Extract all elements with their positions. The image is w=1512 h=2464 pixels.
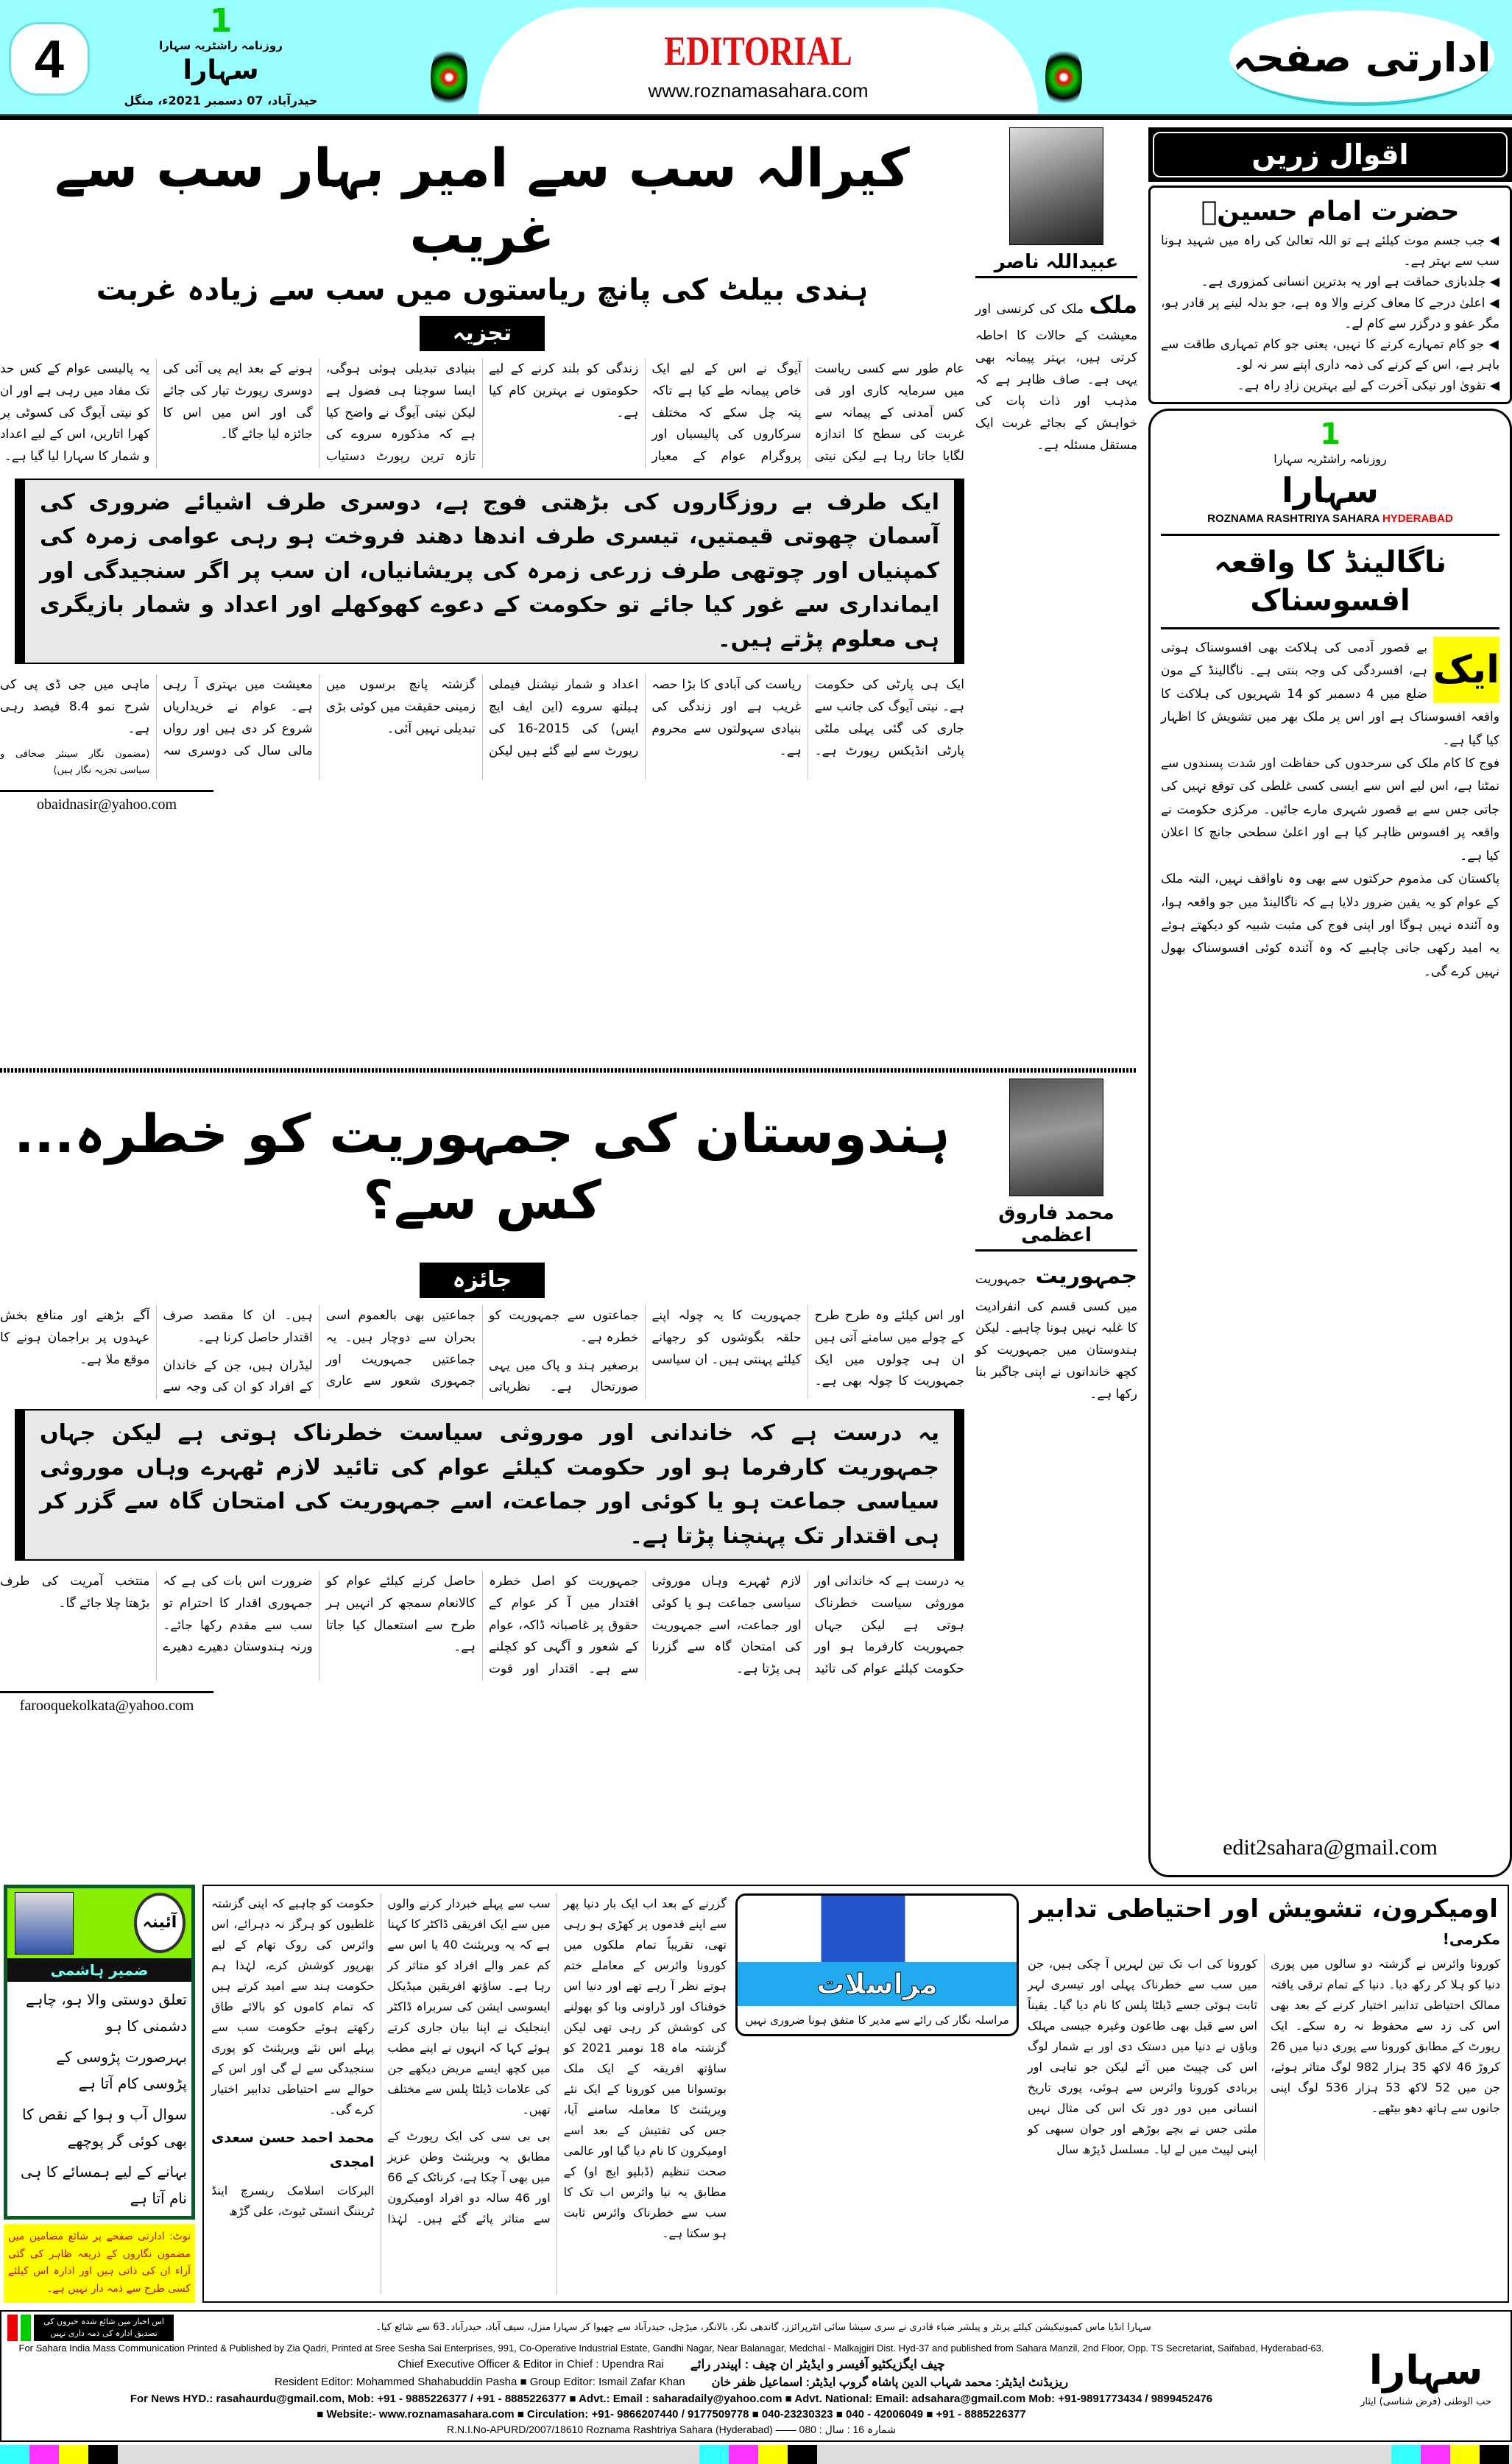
quotes-banner (1148, 127, 1512, 182)
aaina-column (4, 1885, 195, 2303)
article-footnote: (مضمون نگار سینئر صحافی و سیاسی تجزیہ نگار ہیں) (0, 748, 150, 777)
contacts-line-2[interactable]: ■ Website:- www.roznamasahara.com ■ Circulation: +91- 9866207440 / 9177509778 ■ 040-23230323 ■ 040 - 42006049 ■ +91 - 8885226377 (317, 2407, 1026, 2421)
imprint-line: For Sahara India Mass Communication Printed & Published by Zia Qadri, Printed at Sree Sesha Sai Enterprises, 991, Co-Operative Industrial Estate, Gandhi Nagar, Near Balanagar, Medchal - Malkajgiri Dist. Hyd-37 and published from Sahara Manzil, 2nd Floor, Opp. TS Secretariat, Saifabad, Hyderabad-63. (18, 2342, 1324, 2354)
article-paragraph: اعداد و شمار نیشنل فیملی ہیلتھ سروے (این ایف ایچ ایس) کی 2015-16 کی رپورٹ سے لیے گئے ہیں لیکن گزشتہ پانچ برسوں میں زمینی حقیقت میں کوئی بڑی تبدیلی نہیں آئی۔ (325, 677, 639, 758)
registration-color-swatch (758, 2445, 788, 2464)
page-title: ادارتی صفحہ (1229, 10, 1494, 106)
editorial-paragraph: بے قصور آدمی کی ہلاکت بھی افسوسناک ہوتی ہے، افسردگی کی وجہ بنتی ہے۔ ناگالینڈ کے مون ضلع میں 4 دسمبر کو 14 شہریوں کی ہلاکت کا واقعہ افسوسناک ہے اور اس پر ملک بھر میں تشویش کا اظہار کیا گیا ہے۔ (1161, 640, 1499, 748)
letters-section (202, 1885, 1509, 2303)
article-paragraph: معیشت میں بہتری آ رہی ہے۔ عوام نے خریداریاں شروع کر دی ہیں اور رواں مالی سال کی دوسری سہ ماہی میں جی ڈی پی کی شرح نمو 8.4 فیصد رہی ہے۔ (0, 677, 313, 758)
color-strip (21, 2315, 31, 2341)
logo-subtitle: روزنامہ راشٹریہ سہارا (159, 39, 283, 52)
rni-line: R.N.I.No-APURD/2007/18610 Roznama Rashtriya Sahara (Hyderabad) —— 080 : شمارہ 16 : سال (447, 2423, 896, 2435)
page-number: 4 (9, 22, 90, 96)
footer-imprint (0, 2310, 1512, 2442)
article1-subheadline: ہندی بیلٹ کی پانچ ریاستوں میں سب سے زیادہ غربت (96, 273, 869, 307)
website-link[interactable]: www.roznamasahara.com (648, 80, 869, 102)
article2-email[interactable]: farooquekolkata@yahoo.com (0, 1691, 213, 1715)
letter-salutation: مکرمی! (1442, 1930, 1500, 1949)
ceo-line: Chief Executive Officer & Editor in Chief : Upendra Rai (398, 2357, 664, 2371)
registration-color-swatch (1391, 2445, 1421, 2464)
editorial-masthead (1161, 418, 1499, 525)
aaina-title: آئینہ (134, 1893, 186, 1953)
header-rule (0, 114, 1512, 120)
editorial-paragraph: پاکستان کی مذموم حرکتوں سے بھی وہ ناواقف نہیں، البتہ ملک کے عوام کو یہ یقین ضرور دلایا ہے کہ ناگالینڈ میں جو واقعہ ہوا، وہ آئندہ نہیں ہوگا اور اپنی فوج کی مثبت شبیہ کو دیکھتے ہوئے یہ امید رکھی جانی چاہیے کہ وہ آئندہ کوئی افسوسناک بھول نہیں کرے گی۔ (1161, 872, 1499, 979)
quotes-source: حضرت امام حسینؓ (1201, 197, 1460, 227)
article2-body-top (0, 1305, 964, 1399)
letter-paragraph: بی بی سی کی ایک رپورٹ کے مطابق یہ ویریئنٹ وطن عزیز میں بھی آ چکا ہے، کرناٹک کے 66 اور 46 سالہ دو افراد اومیکرون سے متاثر پائے گئے ہیں۔ لہٰذا حکومت کو چاہیے کہ اپنی گزشتہ غلطیوں کو ہرگز نہ دہرائے، اس وائرس کی روک تھام کے لیے بھرپور کوشش کرے، لہٰذا ہم حکومت ہند سے امید کرتے ہیں کہ تمام کاموں کو بالائے طاق رکھتے ہوئے حکومت سب سے پہلے اس نئے ویریئنٹ کو پوری سنجیدگی سے لے گی اور اس کے حوالے سے احتیاطی تدابیر اختیار کرے گی۔ (211, 1896, 551, 2225)
article2-pull-quote: یہ درست ہے کہ خاندانی اور موروثی سیاست خطرناک ہوتی ہے لیکن جہاں جمہوریت کارفرما ہو اور حکومت کیلئے عوام کی تائید لازم ٹھہرے وہاں موروثی سیاسی جماعت ہو یا کوئی اور جماعت، اسے جمہوریت کی امتحان گاہ سے گزر کر ہی اقتدار تک پہنچنا پڑتا ہے۔ (15, 1409, 964, 1561)
poem (7, 1982, 191, 2216)
article-paragraph: ایک ہی پارٹی کی حکومت ہے۔ نیتی آیوگ کی جانب سے جاری کی گئی پہلی ملٹی پارٹی انڈیکس رپورٹ ہے۔ ریاست کی آبادی کا بڑا حصہ غریب ہے اور زندگی کی بنیادی سہولتوں سے محروم ہے۔ (651, 677, 964, 758)
author-photo (1009, 127, 1103, 245)
article2-author: محمد فاروق اعظمی (975, 1202, 1137, 1252)
main-content (0, 120, 1512, 1877)
letters-right (1028, 1893, 1500, 2294)
letter-paragraph: سب سے پہلے خبردار کرنے والوں میں سے ایک افریقی ڈاکٹر کا کہنا ہے کہ یہ ویریئنٹ 40 یا اس سے کم عمر والے افراد کو متاثر کر رہا ہے۔ ساؤتھ افریقین میڈیکل ایسوسی ایشن کی سربراہ ڈاکٹر اینجلیک نے اپنا بیان جاری کرتے ہوئے کہا کہ انہوں نے اپنے مطب میں کچھ ایسے مریض دیکھے جن کی علامات ڈیلٹا پلس سے مختلف تھیں۔ (387, 1896, 551, 2117)
sunburst-icon (1045, 44, 1082, 110)
registration-color-swatch (1421, 2445, 1450, 2464)
paper-logo (110, 4, 331, 88)
quotes-title: اقوال زریں (1153, 132, 1508, 177)
article-paragraph: یہ پالیسی عوام کے کس حد تک مفاد میں رہی ہے اور ان کو نیتی آیوگ کی کسوٹی پر کھرا اتاریں، اس کے لیے اعداد و شمار کا سہارا لیا گیا ہے۔ (0, 361, 150, 464)
editorial-paragraph: فوج کا کام ملک کی سرحدوں کی حفاظت اور شدت پسندوں سے نمٹنا ہے، اس لیے اس سے ایسی کسی غلطی کی توقع نہیں کی جاتی جس سے بے قصور شہری مارے جائیں۔ مرکزی حکومت نے واقعہ پر افسوس ظاہر کیا ہے اور اعلیٰ سطحی جانچ کا اعلان کیا ہے۔ (1161, 755, 1499, 864)
article-paragraph: جمہوریت کو اصل خطرہ اقتدار میں آ کر عوام کے حقوق پر غاصبانہ ڈاکہ، عوام کے شعور و آگہی کو کچلنے سے ہے۔ اقتدار اور قوت حاصل کرنے کیلئے عوام کو کالانعام سمجھ کر انہیں ہر طرح سے استعمال کیا جاتا ہے۔ (325, 1574, 639, 1676)
disclaimer-note: نوٹ: ادارتی صفحے پر شائع مضامین میں مضمون نگاروں کے ذریعہ ظاہر کی گئی آراء ان کی ذاتی ہیں اور ادارہ اس کیلئے کسی طرح سے ذمہ دار نہیں ہے۔ (4, 2224, 195, 2303)
murasalat-banner (735, 1893, 1019, 2036)
letter-signature: محمد احمد حسن سعدی امجدی (211, 2129, 375, 2171)
editorial-email[interactable]: edit2sahara@gmail.com (1223, 1835, 1438, 1860)
article-paragraph: بنیادی تبدیلی ہوئی ہوگی، ایسا سوچنا ہی فضول ہے لیکن نیتی آیوگ نے واضح کیا ہے کہ مذکورہ سروے کی تازہ ترین رپورٹ دستیاب ہونے کے بعد ایم پی آئی کی دوسری رپورٹ تیار کی جائے گی اور اس میں اس کا جائزہ لیا جائے گا۔ (163, 361, 476, 464)
article1-body-bottom (0, 674, 964, 780)
quote-item: ◀ اعلیٰ درجے کا معاف کرنے والا وہ ہے، جو بدلہ لینے پر قادر ہو، مگر عفو و درگزر سے کام لے۔ (1161, 295, 1499, 331)
registration-color-swatch (59, 2445, 88, 2464)
poem-line: بہانے کے لیے ہمسائے کا ہی نام آتا ہے (20, 2162, 187, 2207)
sunburst-icon (431, 44, 467, 110)
articles-column (0, 127, 1137, 1877)
letters-body-left (211, 1893, 727, 2294)
letters-body-right (1028, 1954, 1500, 2160)
footer-logo: سہارا (1368, 2346, 1483, 2393)
quote-item: ◀ جب جسم موت کیلئے ہے تو اللہ تعالیٰ کی راہ میں شہید ہونا سب سے بہتر ہے۔ (1161, 233, 1499, 269)
murasalat-title: مراسلات (738, 1962, 1017, 2006)
logo-one-icon: 1 (209, 2, 233, 40)
article1-author: عبیداللہ ناصر (975, 251, 1137, 278)
poem-line: سوال آب و ہوا کے نقص کا بھی کوئی گر پوچھے (21, 2105, 187, 2150)
registration-color-swatch (1450, 2445, 1480, 2464)
article-paragraph: برصغیر ہند و پاک میں یہی صورتحال ہے۔ نظریاتی جماعتیں بھی بالعموم اسی بحران سے دوچار ہیں۔ یہ جماعتیں جمہوریت اور جمہوری شعور سے عاری ہیں۔ ان کا مقصد صرف اقتدار حاصل کرنا ہے۔ (163, 1308, 639, 1395)
author-photo (1009, 1079, 1103, 1196)
article2-body-bottom (0, 1571, 964, 1681)
registration-color-swatch (29, 2445, 59, 2464)
logo-word: سہارا (183, 55, 259, 85)
footer-logo-caption: حب الوطنی (فرض شناسی) ایثار (1360, 2396, 1491, 2408)
letters-headline: اومیکرون، تشویش اور احتیاطی تدابیر (1030, 1893, 1498, 1924)
color-strip (7, 2315, 18, 2341)
logo-one-icon: 1 (1320, 417, 1340, 451)
registration-color-swatch (729, 2445, 758, 2464)
article-paragraph: یہ درست ہے کہ خاندانی اور موروثی سیاست خطرناک ہوتی ہے لیکن جہاں جمہوریت کارفرما ہو اور حکومت کیلئے عوام کی تائید لازم ٹھہرے وہاں موروثی سیاسی جماعت ہو یا کوئی اور جماعت، اسے جمہوریت کی امتحان گاہ سے گزرنا ہی پڑتا ہے۔ (651, 1574, 964, 1676)
registration-color-swatch (788, 2445, 817, 2464)
article-paragraph: ملک کی کرنسی اور معیشت کے حالات کا احاطہ کرتی ہیں، بہتر پیمانہ بھی یہی ہے۔ صاف ظاہر ہے کہ مذہب اور ذات پات کی خواہش کے بجائے غربت ایک مستقل مسئلہ ہے۔ (975, 302, 1137, 453)
footer-label-group (7, 2315, 174, 2341)
editorial-body (1161, 637, 1499, 1824)
right-column (1148, 127, 1512, 1877)
poem-line: بہرصورت پڑوسی کے پڑوسی کام آتا ہے (56, 2047, 187, 2092)
quotes-list (1161, 230, 1499, 395)
quotes-box (1148, 186, 1512, 404)
bottom-section (0, 1885, 1512, 2303)
section-divider (0, 1068, 1137, 1073)
article2 (0, 1079, 1137, 1851)
article2-headline: ہندوستان کی جمہوریت کو خطرہ... کس سے؟ (14, 1103, 950, 1231)
registration-color-swatch (699, 2445, 729, 2464)
poet-name: ضمیر ہاشمی (7, 1958, 191, 1982)
footer-main (1, 2312, 1341, 2440)
editorial-headline: ناگالینڈ کا واقعہ افسوسناک (1161, 534, 1499, 629)
article1-pull-quote: ایک طرف بے روزگاروں کی بڑھتی فوج ہے، دوسری طرف اشیائے ضروری کی آسمان چھوتی قیمتیں، تیسری طرف اندھا دھند فروخت ہو رہی عوامی زمرہ کی کمپنیاں اور چوتھی طرف زرعی زمرہ کی پریشانیاں، ان سب پر اگر سنجیدگی اور ایمانداری سے غور کیا جائے تو حکومت کے دعوے کھوکھلے اور اعداد و شمار بازیگری ہی معلوم پڑتے ہیں۔ (15, 479, 964, 665)
article1-side (975, 127, 1137, 1062)
article2-tag: جائزہ (420, 1263, 545, 1298)
masthead-city: HYDERABAD (1382, 512, 1453, 525)
registration-color-swatch (88, 2445, 118, 2464)
masthead-word: سہارا (1282, 470, 1379, 510)
letter-paragraph: کورونا وائرس نے گزشتہ دو سالوں میں پوری دنیا کو ہلا کر رکھ دیا۔ دنیا کے تمام ترقی یافتہ ممالک احتیاطی تدابیر اختیار کرنے کے بعد بھی اس کی زد سے محفوظ نہ رہ سکے۔ ایک رپورٹ کے مطابق کورونا سے پوری دنیا میں 26 کروڑ 46 لاکھ 35 ہزار 982 لوگ متاثر ہوئے، جن میں 52 لاکھ 53 ہزار 536 لوگ اپنی جانوں سے ہاتھ دھو بیٹھے۔ (1271, 1957, 1501, 2116)
article2-side (975, 1079, 1137, 1851)
registration-color-swatch (0, 2445, 29, 2464)
editors-line-urdu: ریزیڈنٹ ایڈیٹر: محمد شہاب الدین پاشاہ گروپ ایڈیٹر: اسماعیل ظفر خان (711, 2376, 1069, 2389)
footer-top-row (7, 2315, 1335, 2341)
quote-item: ◀ جلدبازی حماقت ہے اور یہ بدترین انسانی کمزوری ہے۔ (1201, 275, 1499, 290)
lead-word: جمہوریت (1035, 1263, 1137, 1289)
ceo-row (7, 2355, 1335, 2373)
section-title: EDITORIAL (664, 29, 852, 74)
article1-lead-column (975, 284, 1137, 457)
ceo-line-urdu: چیف ایگزیکٹیو آفیسر و ایڈیٹر ان چیف : اپیندر رائے (690, 2357, 945, 2371)
article-paragraph: اور اس کیلئے وہ طرح طرح کے چولے میں سامنے آتی ہیں ان ہی چولوں میں ایک جمہوریت کا چولہ بھی ہے۔ جمہوریت کا یہ چولہ اپنے حلقہ بگوشوں کو رجھانے کیلئے پہنتی ہیں۔ ان سیاسی جماعتوں سے جمہوریت کو خطرہ ہے۔ (489, 1308, 964, 1389)
poet-photo (15, 1892, 74, 1955)
article2-lead-column (975, 1257, 1137, 1405)
article-paragraph: لیڈران ہیں، جن کے خاندان کے افراد کو ان کی وجہ سے آگے بڑھنے اور منافع بخش عہدوں پر براجمان ہونے کا موقع ملا ہے۔ (0, 1308, 313, 1395)
article2-main (0, 1079, 964, 1851)
article1-headline: کیرالہ سب سے امیر بہار سب سے غریب (54, 137, 910, 265)
article1-tag: تجزیہ (420, 316, 545, 351)
masthead-en: ROZNAMA RASHTRIYA SAHARA (1207, 512, 1379, 525)
dateline: حیدرآباد، 07 دسمبر 2021ء، منگل (124, 93, 318, 107)
editors-row (7, 2373, 1335, 2391)
aaina-header (7, 1888, 191, 1958)
contacts-line: For News HYD.: rasahaurdu@gmail.com, Mob: +91 - 9885226377 / +91 - 8885226377 ■ Advt.: Email : saharadaily@yahoo.com ■ Advt. National: Email: adsahara@gmail.com Mob: +91-9891773434 / 9899452476 (130, 2392, 1213, 2405)
murasalat-disclaimer: مراسلہ نگار کی رائے سے مدیر کا متفق ہونا ضروری نہیں (745, 2013, 1009, 2027)
article-paragraph: عام طور سے کسی ریاست میں سرمایہ کاری اور فی کس آمدنی کے پیمانہ سے غربت کی سطح کا اندازہ لگایا جاتا رہا ہے لیکن نیتی آیوگ نے اس کے لیے ایک خاص پیمانہ طے کیا ہے تاکہ پتہ چل سکے کہ مختلف سرکاروں کی پالیسیاں اور پروگرام عوام کے معیار زندگی کو بلند کرنے کے لیے حکومتوں نے بہترین کام کیا ہے۔ (489, 361, 964, 464)
letter-paragraph: گزرنے کے بعد اب ایک بار دنیا پھر سے اپنے قدموں پر کھڑی ہو رہی تھی، تقریباً تمام ملکوں میں کورونا وائرس کے معاملے ختم ہوتے نظر آ رہے تھے اور دنیا اس خوفناک اور ڈراونی وبا کو بھولنے کی کوشش کر رہی تھی لیکن گزشتہ ماہ 18 نومبر 2021 کو ساؤتھ افریقہ کے ایک ملک بوتسوانا میں کورونا کے ایک نئے ویریئنٹ کا معاملہ سامنے آیا، جس کی تفتیش کے بعد اسے اومیکرون کا نام دیا گیا اور عالمی صحت تنظیم (ڈبلیو ایچ او) کے مطابق یہ نیا وائرس اب تک کا سب سے خطرناک وائرس ثابت ہو سکتا ہے۔ (563, 1896, 727, 2240)
article1-main (0, 127, 964, 1062)
letter-paragraph: کورونا کی اب تک تین لہریں آ چکی ہیں، جن میں سب سے خطرناک پہلی اور تیسری لہر ثابت ہوئی جسے ڈیلٹا پلس کا نام دیا گیا۔ یقیناً اس سے قبل بھی طاعون وغیرہ جیسی مہلک وباؤں نے دنیا میں دستک دی اور بے شمار لوگ اس کی چپیٹ میں آئے لیکن جو تباہی اور بربادی کورونا وائرس سے ہوئی، پوری تاریخ انسانی میں دور دور تک اس کی مثال نہیں ملتی جس نے بچے بوڑھے اور جوان سبھی کو اپنی لپیٹ میں لے لیا۔ مسلسل ڈیڑھ سال (1028, 1957, 1257, 2157)
masthead-subtitle: روزنامہ راشٹریہ سہارا (1273, 451, 1387, 466)
quote-item: ◀ تقویٰ اور نیکی آخرت کے لیے بہترین زادِ راہ ہے۔ (1237, 378, 1499, 393)
footer-logo-block (1341, 2312, 1511, 2440)
poem-line: تعلق دوستی والا ہو، چاہے دشمنی کا ہو (26, 1990, 187, 2035)
masthead-header (0, 0, 1512, 114)
lead-word: ملک (1089, 291, 1138, 319)
article1-body-top (0, 359, 964, 468)
article-paragraph: ضرورت اس بات کی ہے کہ جمہوری اقدار کا احترام تو سب سے مقدم رکھا جائے۔ ورنہ ہندوستان دھیرے دھیرے منتخب آمریت کی طرف بڑھتا چلا جائے گا۔ (0, 1574, 313, 1655)
aaina-box (4, 1885, 195, 2220)
quote-item: ◀ جو کام تمہارے کرنے کا نہیں، یعنی جو کام تمہاری طاقت سے باہر ہے، اس کے کرنے کی ذمہ داری اپنے سر نہ لو۔ (1161, 336, 1499, 373)
article1 (0, 127, 1137, 1062)
mailbox-illustration-icon (738, 1896, 1017, 1962)
editorial-box (1148, 409, 1512, 1877)
editors-line: Resident Editor: Mohammed Shahabuddin Pasha ■ Group Editor: Ismail Zafar Khan (274, 2376, 685, 2389)
article1-email[interactable]: obaidnasir@yahoo.com (0, 790, 213, 813)
registration-color-swatch (1480, 2445, 1509, 2464)
registration-bar (0, 2445, 1512, 2464)
footer-side-label: اس اخبار میں شائع شدہ خبروں کی تصدیق ادارہ کی ذمہ داری نہیں (34, 2315, 174, 2341)
letter-affiliation: البرکات اسلامک ریسرچ اینڈ ٹریننگ انسٹی ٹیوٹ، علی گڑھ (211, 2184, 375, 2219)
article-paragraph: جمہوریت میں کسی قسم کی انفرادیت کا غلبہ نہیں ہونا چاہیے۔ لیکن ہندوستان میں جمہوریت کو کچھ خاندانوں نے اپنی جاگیر بنا رکھا ہے۔ (975, 1272, 1137, 1402)
urdu-imprint: سہارا انڈیا ماس کمیونیکیشن کیلئے پرنٹر و پبلشر ضیاء قادری نے سری سیشا سائی انٹرپرائزز، گاندھی نگر، بالانگر، میڑچل، حیدرآباد سے چھپوا کر سہارا منزل، سیف آباد، حیدرآباد۔63 سے شائع کیا۔ (375, 2321, 1151, 2333)
drop-word: ایک (1433, 637, 1499, 703)
